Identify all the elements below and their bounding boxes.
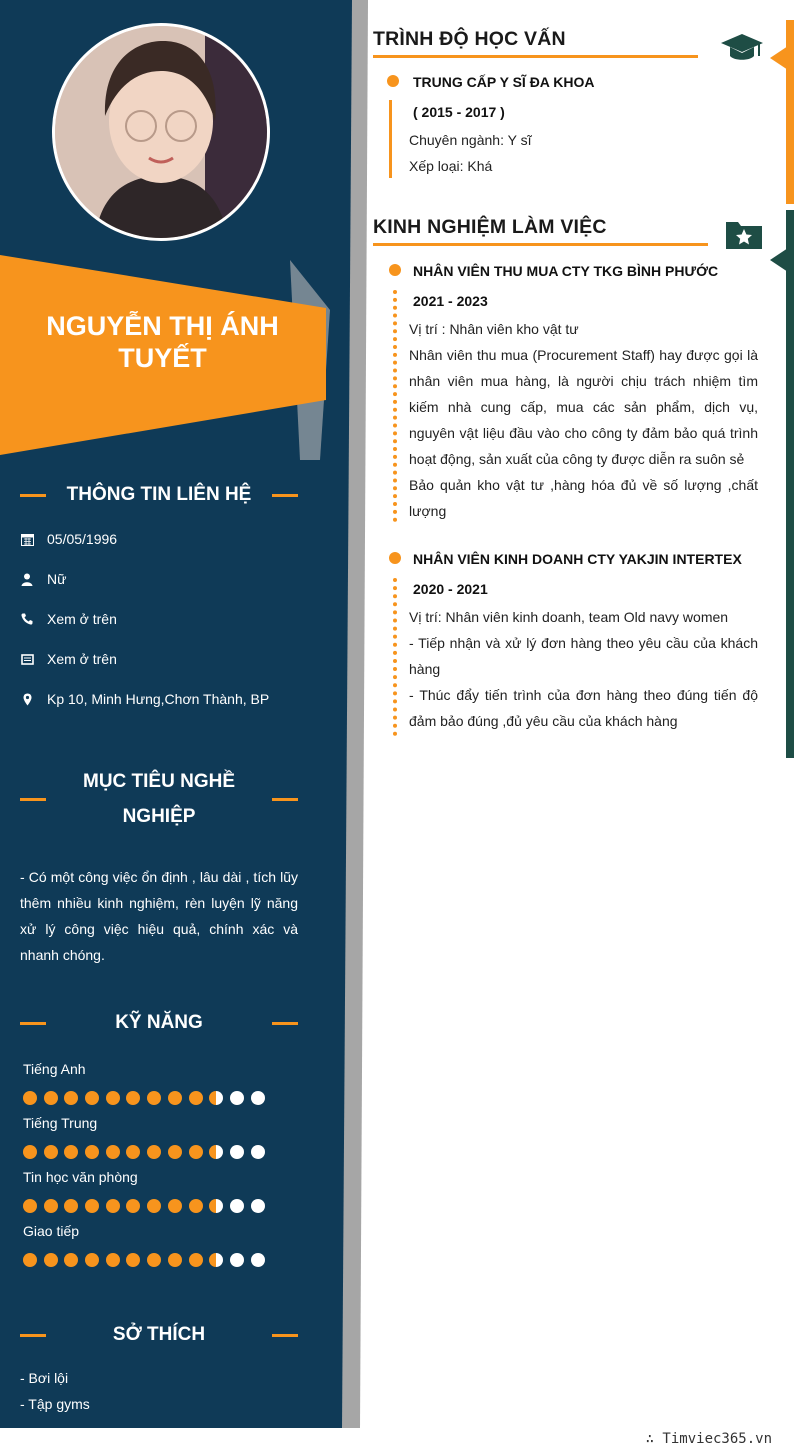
- skill-dot: [251, 1145, 265, 1159]
- skill-dot: [147, 1145, 161, 1159]
- education-timeline: [389, 100, 392, 178]
- heading-dash-left: [20, 798, 46, 801]
- contact-address-text: Kp 10, Minh Hưng,Chơn Thành, BP: [47, 691, 270, 707]
- skills-heading: [20, 1012, 298, 1034]
- phone-icon: [20, 612, 34, 626]
- skill-dot: [251, 1091, 265, 1105]
- skill-dot: [147, 1199, 161, 1213]
- job-title: NHÂN VIÊN THU MUA CTY TKG BÌNH PHƯỚC: [413, 263, 719, 279]
- experience-heading: KINH NGHIỆM LÀM VIỆC: [373, 216, 607, 238]
- education-major: Chuyên ngành: Y sĩ: [409, 132, 532, 148]
- job-bullet: [389, 552, 401, 564]
- objective-heading-line-2: NGHIỆP: [122, 806, 196, 827]
- folder-star-icon: [724, 218, 764, 255]
- right-edge-decoration: [764, 20, 800, 760]
- heading-dash-right: [272, 494, 298, 497]
- skill-dot: [230, 1199, 244, 1213]
- objective-heading-line-1: MỤC TIÊU NGHỀ: [83, 771, 235, 792]
- heading-dash-right: [272, 1334, 298, 1337]
- skill-dot: [209, 1091, 223, 1105]
- skill-dot: [189, 1253, 203, 1267]
- skill-dot: [126, 1091, 140, 1105]
- skill-dot: [23, 1145, 37, 1159]
- skill-dot: [64, 1253, 78, 1267]
- skill-rating: [23, 1091, 283, 1105]
- skill-rating: [23, 1145, 283, 1159]
- skill-dot: [168, 1199, 182, 1213]
- footer-brand[interactable]: ∴ Timviec365.vn: [645, 1431, 772, 1447]
- skill-dot: [147, 1091, 161, 1105]
- skill-dot: [23, 1253, 37, 1267]
- skill-rating: [23, 1199, 283, 1213]
- heading-dash-right: [272, 798, 298, 801]
- skill-dot: [85, 1199, 99, 1213]
- calendar-icon: [20, 532, 34, 546]
- job-description: Nhân viên thu mua (Procurement Staff) hay được gọi là nhân viên mua hàng, là người chịu trách nhiệm tìm kiếm nhà cung cấp, mua các sản phẩm, dịch vụ, nguyên vật liệu đầu vào cho công ty đảm bảo quá trình hoạt động, sản xuất của công ty được diễn ra suôn sẻ: [409, 347, 758, 467]
- education-bullet: [387, 75, 399, 87]
- contact-heading: [20, 484, 298, 506]
- job-position: Vị trí: Nhân viên kinh doanh, team Old navy women: [409, 609, 729, 625]
- skill-dot: [126, 1199, 140, 1213]
- candidate-name: [0, 310, 325, 374]
- skill-dot: [23, 1091, 37, 1105]
- job-period: 2021 - 2023: [413, 293, 488, 309]
- skills-heading-text: KỸ NĂNG: [115, 1012, 203, 1033]
- skill-dot: [106, 1199, 120, 1213]
- heading-dash-left: [20, 1334, 46, 1337]
- contact-gender: [20, 571, 66, 587]
- location-icon: [20, 692, 34, 706]
- job-description: - Thúc đẩy tiến trình của đơn hàng theo đúng tiến độ đảm bảo đúng ,đủ yêu cầu của khách hàng: [409, 687, 758, 729]
- job-position: Vị trí : Nhân viên kho vật tư: [409, 321, 579, 337]
- skill-dot: [189, 1199, 203, 1213]
- skill-label: Tin học văn phòng: [23, 1169, 138, 1185]
- education-heading: TRÌNH ĐỘ HỌC VẤN: [373, 28, 566, 50]
- skill-label: Tiếng Trung: [23, 1115, 98, 1131]
- contact-birthday: [20, 531, 117, 547]
- skill-rating: [23, 1253, 283, 1267]
- skill-dot: [64, 1145, 78, 1159]
- skill-dot: [209, 1199, 223, 1213]
- skill-dot: [189, 1091, 203, 1105]
- contact-birthday-text: 05/05/1996: [47, 531, 118, 547]
- skill-dot: [23, 1199, 37, 1213]
- contact-email: [20, 651, 117, 667]
- job-timeline: [393, 290, 397, 522]
- contact-phone-text: Xem ở trên: [47, 611, 117, 627]
- contact-email-text: Xem ở trên: [47, 651, 117, 667]
- skill-dot: [230, 1091, 244, 1105]
- skill-label: Giao tiếp: [23, 1223, 80, 1239]
- skill-label: Tiếng Anh: [23, 1061, 86, 1077]
- contact-gender-text: Nữ: [47, 571, 67, 587]
- job-period: 2020 - 2021: [413, 581, 488, 597]
- skill-dot: [85, 1091, 99, 1105]
- hobby-item: - Tập gyms: [20, 1396, 90, 1412]
- hobbies-heading: [20, 1324, 298, 1346]
- education-period: ( 2015 - 2017 ): [413, 104, 505, 120]
- objective-heading: [20, 764, 298, 834]
- skill-dot: [168, 1091, 182, 1105]
- job-description: - Tiếp nhận và xử lý đơn hàng theo yêu cầu của khách hàng: [409, 635, 758, 677]
- job-bullet: [389, 264, 401, 276]
- heading-dash-right: [272, 1022, 298, 1025]
- avatar: [52, 23, 270, 241]
- contact-address: [20, 691, 269, 707]
- skill-dot: [44, 1253, 58, 1267]
- skill-dot: [85, 1253, 99, 1267]
- graduation-cap-icon: [720, 32, 764, 69]
- objective-text: - Có một công việc ổn định , lâu dài , tích lũy thêm nhiều kinh nghiệm, rèn luyện lỹ năng xử lý công việc hiệu quả, chính xác và nhanh chóng.: [20, 869, 298, 963]
- hobby-item: - Bơi lội: [20, 1370, 69, 1386]
- experience-underline: [373, 243, 708, 246]
- email-icon: [20, 652, 34, 666]
- skill-dot: [230, 1253, 244, 1267]
- heading-dash-left: [20, 1022, 46, 1025]
- user-icon: [20, 572, 34, 586]
- skill-dot: [44, 1199, 58, 1213]
- skill-item: [23, 1169, 283, 1213]
- skill-item: [23, 1115, 283, 1159]
- skill-dot: [168, 1253, 182, 1267]
- skill-dot: [189, 1145, 203, 1159]
- objective-heading-text: [83, 764, 235, 834]
- skill-dot: [106, 1253, 120, 1267]
- name-line-1: NGUYỄN THỊ ÁNH: [46, 311, 279, 341]
- skill-dot: [230, 1145, 244, 1159]
- education-grade: Xếp loại: Khá: [409, 158, 493, 174]
- job-timeline: [393, 578, 397, 736]
- skill-dot: [85, 1145, 99, 1159]
- education-school: TRUNG CẤP Y SĨ ĐA KHOA: [413, 74, 595, 90]
- skill-dot: [44, 1091, 58, 1105]
- skill-dot: [44, 1145, 58, 1159]
- contact-heading-text: THÔNG TIN LIÊN HỆ: [66, 484, 252, 505]
- skill-dot: [106, 1145, 120, 1159]
- job-title: NHÂN VIÊN KINH DOANH CTY YAKJIN INTERTEX: [413, 551, 742, 567]
- skill-dot: [251, 1253, 265, 1267]
- skill-dot: [147, 1253, 161, 1267]
- skill-dot: [126, 1145, 140, 1159]
- skill-dot: [64, 1091, 78, 1105]
- skill-dot: [106, 1091, 120, 1105]
- skill-dot: [209, 1253, 223, 1267]
- skill-dot: [64, 1199, 78, 1213]
- skill-dot: [168, 1145, 182, 1159]
- heading-dash-left: [20, 494, 46, 497]
- education-underline: [373, 55, 698, 58]
- skill-dot: [126, 1253, 140, 1267]
- skill-item: [23, 1223, 283, 1267]
- skill-dot: [251, 1199, 265, 1213]
- skill-dot: [209, 1145, 223, 1159]
- job-description: Bảo quản kho vật tư ,hàng hóa đủ về số lượng ,chất lượng: [409, 477, 758, 519]
- hobbies-heading-text: SỞ THÍCH: [112, 1324, 206, 1345]
- skill-item: [23, 1061, 283, 1105]
- contact-phone: [20, 611, 117, 627]
- name-line-2: TUYẾT: [118, 343, 207, 373]
